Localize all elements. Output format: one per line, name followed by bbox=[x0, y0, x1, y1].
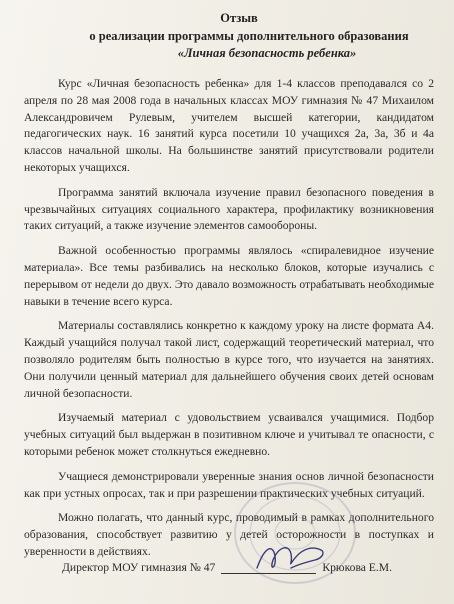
handwritten-signature-image bbox=[251, 538, 331, 578]
signature-block bbox=[62, 560, 392, 576]
signer-name: Крюкова Е.М. bbox=[322, 561, 392, 574]
paragraph-7: Можно полагать, что данный курс, проводимый в рамках дополнительного образования, способствует развитию у детей осторожности в поступках и уверенности в действиях. bbox=[24, 511, 434, 558]
document-title: Отзыв bbox=[220, 11, 258, 25]
document-body bbox=[24, 76, 434, 569]
paragraph-6: Учащиеся демонстрировали уверенные знания основ личной безопасности как при устных опросах, так и при разрешении практических учебных ситуаций. bbox=[24, 469, 434, 500]
document-subtitle: о реализации программы дополнительного образования bbox=[89, 29, 409, 43]
paragraph-5: Изучаемый материал с удовольствием усваивался учащимися. Подбор учебных ситуаций был выдержан в позитивном ключе и учитывал те опасности, с которыми ребенок может столкнуться ежедневно. bbox=[24, 411, 434, 458]
paragraph-2: Программа занятий включала изучение правил безопасного поведения в чрезвычайных ситуациях социального характера, профилактику возникновения таких ситуаций, а также изучение элементов самообороны. bbox=[24, 185, 434, 233]
paragraph-1: Курс «Личная безопасность ребенка» для 1-4 классов преподавался со 2 апреля по 28 мая 2008 года в начальных классах МОУ гимназия № 47 Михаилом Александровичем Рулевым, учителем высшей категории, кандидатом педагогических наук. 16 занятий курса посетили 10 учащихся 2а, 3а, 3б и 4а классов начальной школы. На большинстве занятий присутствовали родители некоторых учащихся. bbox=[24, 77, 434, 174]
paragraph-3: Важной особенностью программы являлось «спиралевидное изучение материала». Все темы разбивались на несколько блоков, которые изучались с перерывом от недели до двух. Это давало возможность отрабатывать необходимые навыки в течение всего курса. bbox=[24, 244, 434, 308]
paragraph-4: Материалы составлялись конкретно к каждому уроку на листе формата А4. Каждый учащийся получал такой лист, содержащий теоретический материал, что позволяло родителям быть полностью в курсе того, что изучается на занятиях. Они получили ценный материал для дальнейшего обучения своих детей основам личной безопасности. bbox=[24, 319, 434, 400]
program-name: «Личная безопасность ребенка» bbox=[177, 46, 357, 60]
signer-position: Директор МОУ гимназия № 47 bbox=[62, 561, 216, 574]
signature-field bbox=[221, 560, 316, 576]
